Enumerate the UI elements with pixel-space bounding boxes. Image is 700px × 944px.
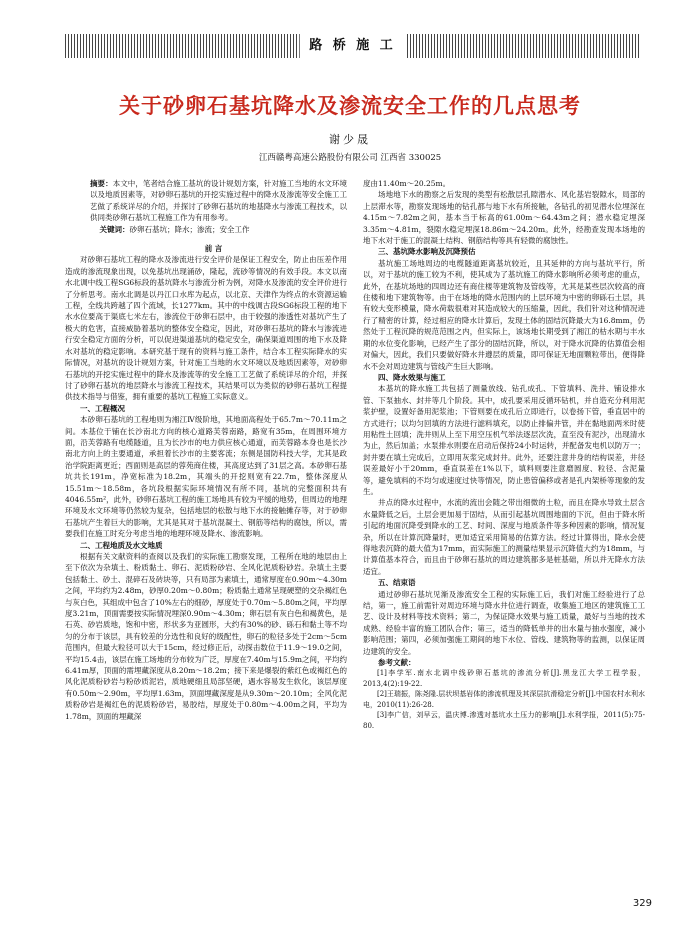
subsection-heading: 三、基坑降水影响及沉降预估 bbox=[378, 247, 476, 257]
abstract-text: 本文中，笔者结合施工基坑的设计规划方案，针对施工当地的水文环境以及地质因素等，对砂卵石基坑的开挖实施过程中的降水及渗流等安全施工工艺做了系统详尽的介绍，并探讨了砂卵石基坑的地基降水与渗流工程技术，以供同类砂卵石基坑工程施工作为有用参考。 bbox=[90, 179, 348, 223]
body-paragraph: 本砂卵石基坑的工程地则为湘江Ⅳ级阶地，其地面高程处于65.7m～70.11m之间。本基位于铺在长沙南北方向的核心道路芙蓉南路，路宽有35m，在周围环境方面，沿芙蓉路有电缆隧道，且为长沙市的电力供应核心通道，而芙蓉路本身也是长沙南北方向上的主要通道，承担着长沙市的主要客流；东侧是国防科技大学，尤其是政治学院距离更近；西面则是高层的蓉苑商住楼，其高度达到了31层之高。本砂卵石基坑共长191m，净宽标准为18.2m，其端头的开挖则宽有22.7m，整体深度从15.51m～18.58m，各坑段根据实际环境情况有所不同，基坑的完整面积共有4046.55m²，此外，砂卵石基坑工程的施工场地具有较为平缓的地势，但周边的地理环境及水文环境等仍然较为复杂，包括地层的松散与地下水的接触摊存等，对于砂卵石基坑产生着巨大的影响，尤其是其对于基坑混凝土、钢筋等结构的腐蚀，所以，需要我们在施工时充分考虑当地的地理环境及降水、渗流影响。 bbox=[65, 415, 347, 539]
keywords-paragraph bbox=[90, 224, 347, 235]
reference-item: [2]王瑞振，陈尧隆.层状坝基岩体的渗流机理及其深层抗滑稳定分析[J].中国农村水利水电，2010(11):26-28. bbox=[363, 690, 645, 709]
subsection-heading: 一、工程概况 bbox=[80, 403, 125, 413]
body-paragraph: 井点的降水过程中，水流的流出会随之带出细微的土粒，而且在降水导致土层含水量降低之后，土层会更加易于固结，从而引起基坑周围地面的下沉，但由于降水所引起的地面沉降受到降水的工艺、时间、深度与地质条件等多种因素的影响，情况复杂，所以在计算沉降量时，更加适宜采用简易的估算方法。经过计算得出，降水会使得地表沉降的最大值为17mm，而实际施工的测量结果显示沉降值大约为18mm，与计算值基本符合，而且由于砂卵石基坑的周边建筑都多是桩基础，所以并无降水方法适宜。 bbox=[363, 498, 645, 576]
body-paragraph: 根据有关文献资料的查阅以及我们的实际施工勘察发现，工程所在地的地层由上至下依次为杂填土、粉质黏土、卵石、泥质粉砂岩、全风化泥质粉砂岩。杂填土主要包括黏土、砂土、混碎石及砖块等，只有局部为素填土，通常厚度在0.90m～4.30m之间，平均约为2.48m，砂厚0.20m～0.80m；粉质黏土通常呈现硬塑的交杂褐红色与灰白色，其组成中包含了10%左右的细砂，厚度处于0.70m～5.80m之间，平均厚度3.21m，顶面需要按实际情况埋深0.90m～4.30m；卵石层有灰白色和褐黄色，是石英、砂岩质地，饱和中密，形状多为亚圆形，大约有30%的砂、砾石和黏土等不均匀的分布于该层，具有较差的分选性和良好的级配性，卵石的粒径多处于2cm～5cm范围内，但最大粒径可以大于15cm，经过修正后，动探击数位于11.9～19.0之间，平均15.4击，该层在施工场地的分布较为广泛，厚度在7.40m与15.9m之间，平均约6.41m厚，顶面的需埋藏深度从8.20m～18.2m；接下来是爆裂的紫红色或褐红色的风化泥质粉砂岩与粉砂质泥岩，质地硬细且局部坚硬，遇水容易发生软化，该层厚度有0.50m～2.90m，平均厚1.63m，顶面埋藏深度是从9.30m～20.10m；全风化泥质粉砂岩是褐红色的泥质粉砂岩，易胶结，厚度处于0.80m～4.00m之间，平均为1.78m，顶面的埋藏深 bbox=[65, 552, 347, 721]
section-header bbox=[65, 34, 640, 58]
left-column-body bbox=[65, 243, 347, 722]
author-affiliation: 江西赣粤高速公路股份有限公司 江西省 330025 bbox=[258, 153, 442, 163]
reference-item: [1]李学军.南水北调中线砂卵石基坑的渗流分析[J].黑龙江大学工程学报，2013,4(2):19-22. bbox=[363, 669, 645, 688]
keywords-label: 关键词： bbox=[99, 224, 130, 234]
reference-item: [3]李广信，刘早云，温庆博.渗透对基坑水土压力的影响[J].水利学报，2011(5):75-80. bbox=[363, 711, 645, 730]
subsection-heading: 五、结束语 bbox=[378, 578, 416, 588]
body-paragraph: 通过砂卵石基坑见渐及渗流安全工程的实际施工后，我们对施工经验进行了总结，第一，施工前需针对周边环境与降水井位进行调查，收集施工地区的建筑施工工艺、设计及材料等技术资料；第二，为保证降水效果与施工质量，最好与当地的技术成熟、经验丰富的施工团队合作；第三，适当的降低单井的出水量与抽水强度，减小影响范围；第四，必须加强施工期间的地下水位、管线、建筑物等的监测，以保证周边建筑的安全。 bbox=[363, 589, 645, 656]
body-paragraph: 对砂卵石基坑工程的降水及渗流进行安全评价是保证工程安全，防止由压差作用造成的渗流现象出现，以免基坑出现涌砂，隆起，流砂等情况的有效手段。本文以南水北调中线工程SG6标段的基坑降水与渗流分析为例，对降水及渗流的安全评价进行了分析思考。南水北调是以丹江口水库为起点，以北京、天津作为终点的水资源运输工程，全线共跨越了四个流域，长1277km。其中的中线调古段SG6标段工程的地下水水位要高于渠底七米左右，渗流位于砂卵石层中，由于较强的渗透性对基坑产生了极大的危害，直接威胁着基坑的整体安全稳定，因此，对砂卵石基坑的降水与渗流进行安全稳定方面的分析，可以促进渠道基坑的稳定安全，确保渠道周围的地下水及降水对基坑的稳定影响。本研究基于现有的资料与施工条件，结合本工程实际降水的实际情况，对基坑的设计规划方案，针对施工当地的水文环境以及地质因素等，对砂卵石基坑的开挖实施过程中的降水及渗流等的安全施工工艺做了系统详尽的介绍，并探讨了砂卵石基坑的地层降水与渗流工程技术，其结果可以为类似的砂卵石基坑工程提供技术指导与借鉴，拥有重要的基坑工程施工实际意义。 bbox=[65, 255, 347, 402]
body-paragraph: 基坑施工场地周边的电缆隧道距离基坑较近，且其延伸的方向与基坑平行，所以，对于基坑的施工较为不利，使其成为了基坑施工的降水影响所必须考虑的重点，此外，在基坑场地的四周边还有商住楼等建筑物及管线等，尤其是某些层次较高的商住楼和地下建筑物等。由于在场地的降水范围内的上层环境为中密的卵砾石土层，具有较大变形模量，降水荷载很难对其造成较大的压缩量，因此，我们针对这种情况进行了精密的计算，经过相应的降水计算后，发现土体的固结沉降最大为16.8mm，仍然处于工程沉降的规范范围之内，但实际上，该场地长期受到了湘江的枯水期与丰水期的水位变化影响，已经产生了部分的固结沉降，所以，对于降水沉降的估算值会相对偏大，因此，我们只要做好降水井遵层的质量，即可保证无地面颗粒带出，便得降水不会对周边建筑与管线产生巨大影响。 bbox=[363, 258, 645, 371]
subsection-heading: 二、工程地质及水文地质 bbox=[80, 540, 163, 550]
right-column-body bbox=[363, 178, 645, 731]
page-number: 329 bbox=[632, 898, 652, 909]
body-paragraph: 度由11.40m～20.25m。 bbox=[363, 179, 451, 188]
author-name: 谢少晟 bbox=[329, 133, 371, 146]
references-heading: 参考文献： bbox=[378, 658, 416, 668]
abstract-paragraph bbox=[90, 178, 347, 224]
keywords-text: 砂卵石基坑；降水；渗流；安全工作 bbox=[129, 224, 250, 234]
subsection-heading: 四、降水效果与施工 bbox=[378, 372, 446, 382]
right-column bbox=[363, 178, 645, 731]
body-paragraph: 本基坑的降水施工共包括了测量放线、钻孔成孔、下管填料、洗井、铺设排水管、下泵抽水、封井等几个阶段。其中，成孔要采用反循环钻机，并自造充分利用泥浆护壁，设置好备用泥浆池；下管则要在成孔后立即进行，以卷扬下管，垂直居中的方式进行；以均匀回填的方法进行滤料填充，以防止排偏井管，并在黏地面两米时使用粘性土回填；洗井则从上至下用空压机气举法逐层次洗，直至没有泥沙，出现清水为止，然后加盖；水泵排水则要在启动后保持24小时运转，并配备发电机以防万一；封井要在填土完成后，立即用灰浆完成封井。此外，还要注意井身的结构误差，井径误差最好小于20mm，垂直误差在1%以下，填料则要注意磨圆度、粒径、含泥量等，避免填料的不均匀或速度过快等情况，防止患管偏移或者是孔内架桥等现象的发生。 bbox=[363, 384, 645, 496]
left-column bbox=[65, 178, 347, 722]
section-label: 路 桥 施 工 bbox=[299, 34, 406, 58]
body-paragraph: 场地地下水的勘察之后发现的类型有松散层孔隙潜水、风化基岩裂隙水，局部的上层滞水等，勘察发现场地的钻孔都与地下水有所接触，各钻孔的初见潜水位埋深在4.15m～7.82m之间，基本当于标高的61.00m～64.43m之间；潜水稳定埋深3.35m～4.81m，裂隙水稳定埋深18.86m～24.20m。此外，经勘查发现本场地的地下水对于施工的混凝土结构、钢筋结构等具有轻微的腐蚀性。 bbox=[363, 190, 645, 246]
abstract bbox=[65, 178, 347, 235]
section-heading: 前 言 bbox=[204, 244, 223, 254]
article-title: 关于砂卵石基坑降水及渗流安全工作的几点思考 bbox=[119, 94, 581, 118]
abstract-label: 摘要： bbox=[90, 179, 113, 188]
